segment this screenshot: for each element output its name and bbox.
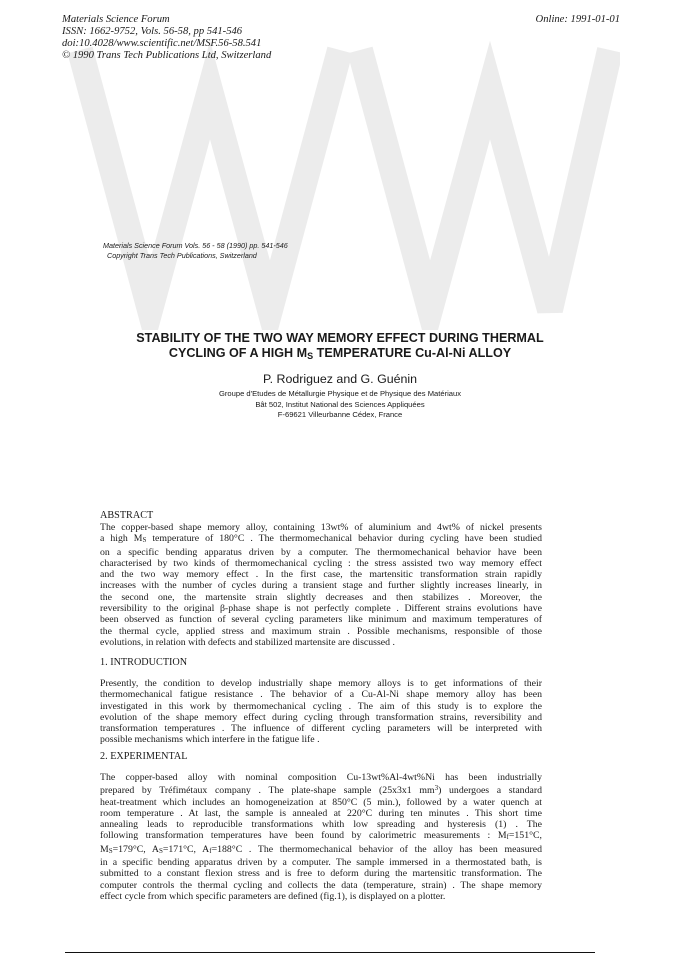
paper-title (90, 331, 590, 364)
text-line: annealing leads to reproducible transformations whith low spreading and hysteresis (1) . The (100, 819, 542, 831)
text-line: The copper-based alloy with nominal composition Cu-13wt%Al-4wt%Ni has been industrially (100, 772, 542, 783)
experimental-body (100, 772, 542, 902)
online-date: Online: 1991-01-01 (535, 14, 620, 25)
affiliation (90, 389, 590, 421)
text-line: transformation temperatures . The influence of different cycling parameters will be interpreted with (100, 723, 542, 735)
text-line: $M_S=179^\circ C$, $A_S=171^\circ C$, $A_f=188^\circ C$ . The thermomechanical behavior of the alloy has been measured (100, 843, 542, 855)
text-line: reversibility to the original β-phase shape is not perfectly complete . Different strains evolutions have (100, 603, 542, 615)
text-line: increases with the number of cycles during a transient stage and further slightly increases linearly, in (100, 580, 542, 592)
introduction-body (100, 678, 542, 746)
abstract-paragraph (100, 522, 542, 648)
introduction-paragraph (100, 678, 542, 746)
citation-line-1: Materials Science Forum Vols. 56 - 58 (1990) pp. 541-546 (103, 241, 288, 250)
text-line: the second one, the martensite strain slightly decreases and then stabilizes . Moreover, the (100, 591, 542, 603)
text-line: room temperature . At last, the sample is annealed at 220°C during ten minutes . This short time (100, 807, 542, 819)
text-line: characterised by two kinds of thermomechanical cycling : the stress assisted two way memory effect (100, 557, 542, 569)
affiliation-line-3: F-69621 Villeurbanne Cédex, France (277, 410, 403, 420)
text-line: and the two way memory effect . In the first case, the martensitic transformation strain rapidly (100, 569, 542, 581)
text-line: on a specific bending apparatus driven by a computer. The thermomechanical behavior have been (100, 546, 542, 558)
title-line-1: STABILITY OF THE TWO WAY MEMORY EFFECT DURING THERMAL (136, 331, 544, 345)
text-line: computer controls the thermal cycling and collects the data (temperature, strain) . The shape memory (100, 879, 542, 891)
text-line: in a specific bending apparatus driven by a computer. The sample immersed in a thermostated bath, is (100, 857, 542, 869)
text-line: thermomechanical fatigue resistance . The behavior of a Cu-Al-Ni shape memory alloy has been (100, 689, 542, 701)
text-line: heat-treatment which includes an homogeneization at 850°C (5 min.), followed by a water quench at (100, 796, 542, 808)
footer-rule (65, 952, 595, 953)
title-line-2-pre: CYCLING OF A HIGH M (168, 346, 308, 360)
text-line: the thermal cycle, applied stress and maximum strain . Possible mechanisms, responsible of those (100, 625, 542, 637)
text-line: evolution of the shape memory effect during cycling through transformation strains, reversibility and (100, 711, 542, 723)
title-line-2-sub: S (307, 351, 314, 361)
citation-line-2: Copyright Trans Tech Publications, Switzerland (107, 251, 257, 260)
doi-line: doi:10.4028/www.scientific.net/MSF.56-58.541 (62, 38, 262, 49)
text-line: The copper-based shape memory alloy, containing 13wt% of aluminium and 4wt% of nickel presents (100, 522, 542, 533)
text-line: possible mechanisms which interfere in the fatigue life . (100, 734, 320, 746)
text-line: submitted to a constant flexion stress and is free to deform during the martensitic transformation. The (100, 868, 542, 880)
text-line: evolutions, in relation with defects and stabilized martensite are discussed . (100, 636, 395, 648)
abstract-heading: ABSTRACT (100, 510, 154, 521)
title-line-2 (90, 346, 590, 364)
watermark-logo (60, 30, 620, 330)
issn-line: ISSN: 1662-9752, Vols. 56-58, pp 541-546 (62, 26, 243, 37)
text-line: Presently, the condition to develop industrially shape memory alloys is to get informations of their (100, 678, 542, 689)
text-line: investigated in this work by thermomechanical cycling . The aim of this study is to explore the (100, 700, 542, 712)
copyright-line: © 1990 Trans Tech Publications Ltd, Switzerland (62, 50, 272, 61)
text-line: following transformation temperatures have been found by calorimetric measurements : $M_f=151^\circ C$, (100, 830, 542, 842)
journal-name: Materials Science Forum (62, 14, 170, 25)
citation-block (103, 241, 288, 261)
experimental-heading: 2. EXPERIMENTAL (100, 751, 188, 762)
affiliation-line-2: Bât 502, Institut National des Sciences Appliquées (255, 399, 425, 409)
experimental-paragraph (100, 772, 542, 902)
text-line: effect cycle from which specific parameters are defined (fig.1), is displayed on a plotter. (100, 890, 446, 902)
authors: P. Rodriguez and G. Guénin (262, 372, 418, 386)
text-line: been observed as function of several cycling parameters like minimum and maximum temperatures of (100, 614, 542, 626)
title-line-2-post: TEMPERATURE Cu-Al-Ni ALLOY (313, 346, 512, 360)
affiliation-line-1: Groupe d'Etudes de Métallurgie Physique et de Physique des Matériaux (218, 389, 462, 398)
text-line: a high $M_S$ temperature of 180°C . The thermomechanical behavior during cycling have been studied (100, 533, 543, 545)
journal-header (62, 14, 271, 62)
text-line: prepared by Tréfimétaux company . The plate-shape sample (25x3x1 $mm^3$) undergoes a standard (100, 784, 542, 797)
introduction-heading: 1. INTRODUCTION (100, 657, 188, 668)
abstract-body (100, 522, 542, 648)
